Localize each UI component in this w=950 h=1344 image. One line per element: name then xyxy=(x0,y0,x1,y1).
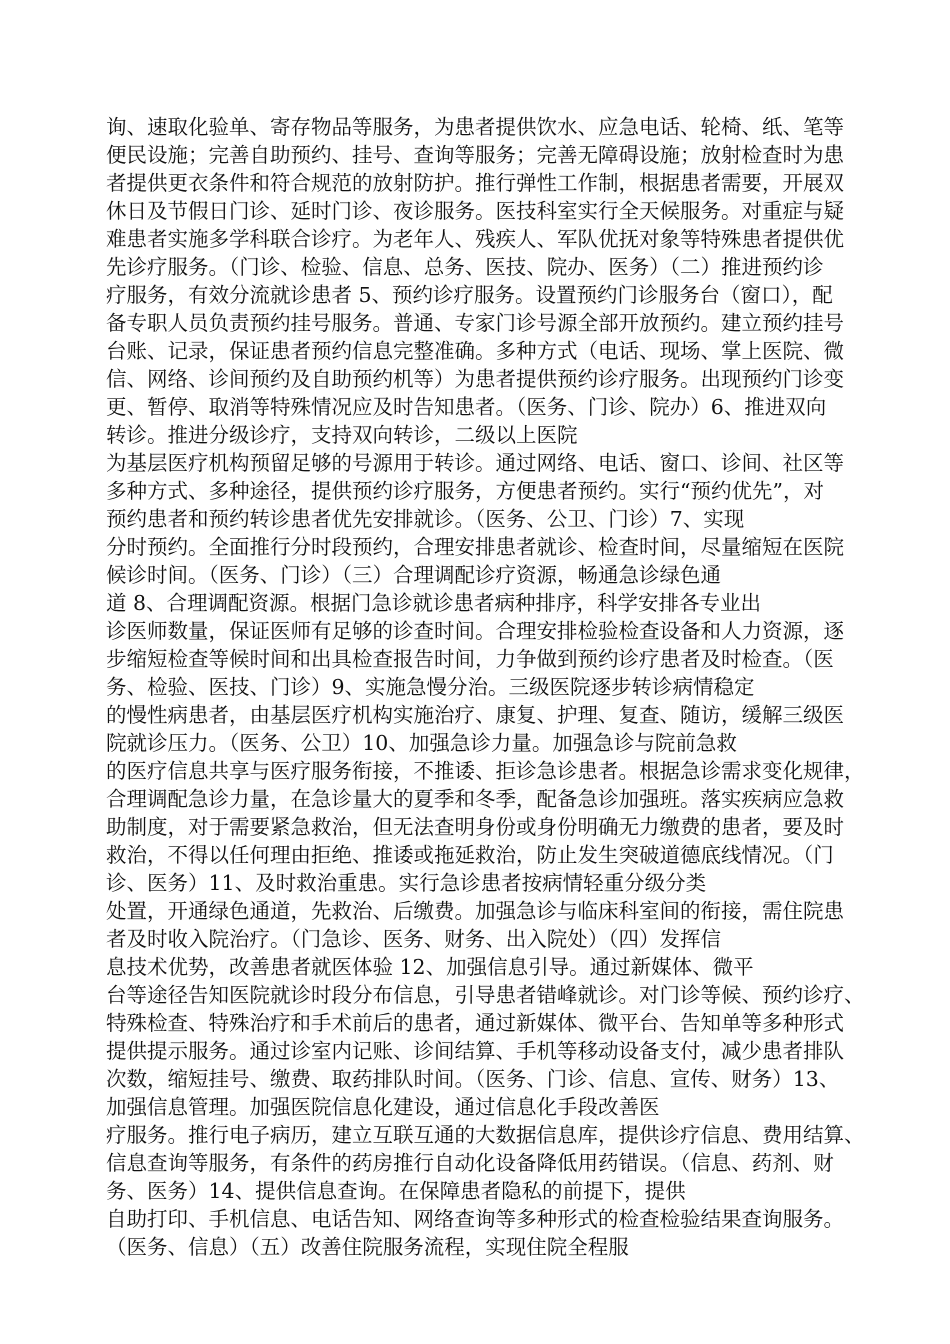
text-line: 的慢性病患者，由基层医疗机构实施治疗、康复、护理、复查、随访，缓解三级医 xyxy=(106,703,844,727)
text-line: 休日及节假日门诊、延时门诊、夜诊服务。医技科室实行全天候服务。对重症与疑 xyxy=(106,199,844,223)
text-line: 便民设施；完善自助预约、挂号、查询等服务；完善无障碍设施；放射检查时为患 xyxy=(106,143,844,167)
text-line: 多种方式、多种途径，提供预约诊疗服务，方便患者预约。实行“预约优先”，对 xyxy=(106,479,824,503)
text-line: 难患者实施多学科联合诊疗。为老年人、残疾人、军队优抚对象等特殊患者提供优 xyxy=(106,227,844,251)
body-text xyxy=(106,113,866,1261)
text-line: 合理调配急诊力量，在急诊量大的夏季和冬季，配备急诊加强班。落实疾病应急救 xyxy=(106,787,844,811)
text-line: 先诊疗服务。（门诊、检验、信息、总务、医技、院办、医务）（二）推进预约诊 xyxy=(106,255,824,279)
text-line: 诊医师数量，保证医师有足够的诊查时间。合理安排检验检查设备和人力资源，逐 xyxy=(106,619,844,643)
text-line: 次数，缩短挂号、缴费、取药排队时间。（医务、门诊、信息、宣传、财务）13、 xyxy=(106,1067,840,1091)
text-line: （医务、信息）（五）改善住院服务流程，实现住院全程服 xyxy=(106,1235,629,1259)
text-line: 疗服务。推行电子病历，建立互联互通的大数据信息库，提供诊疗信息、费用结算、 xyxy=(106,1123,865,1147)
text-line: 信、网络、诊间预约及自助预约机等）为患者提供预约诊疗服务。出现预约门诊变 xyxy=(106,367,844,391)
text-line: 台账、记录，保证患者预约信息完整准确。多种方式（电话、现场、掌上医院、微 xyxy=(106,339,844,363)
text-line: 分时预约。全面推行分时段预约，合理安排患者就诊、检查时间，尽量缩短在医院 xyxy=(106,535,844,559)
text-line: 务、医务）14、提供信息查询。在保障患者隐私的前提下，提供 xyxy=(106,1179,686,1203)
text-line: 道 8、合理调配资源。根据门急诊就诊患者病种排序，科学安排各专业出 xyxy=(106,591,762,615)
text-line: 信息查询等服务，有条件的药房推行自动化设备降低用药错误。（信息、药剂、财 xyxy=(106,1151,834,1175)
text-line: 加强信息管理。加强医院信息化建设，通过信息化手段改善医 xyxy=(106,1095,660,1119)
text-line: 的医疗信息共享与医疗服务衔接，不推诿、拒诊急诊患者。根据急诊需求变化规律， xyxy=(106,759,865,783)
text-line: 者及时收入院治疗。（门急诊、医务、财务、出入院处）（四）发挥信 xyxy=(106,927,721,951)
text-line: 转诊。推进分级诊疗，支持双向转诊，二级以上医院 xyxy=(106,423,578,447)
text-line: 为基层医疗机构预留足够的号源用于转诊。通过网络、电话、窗口、诊间、社区等 xyxy=(106,451,844,475)
text-line: 特殊检查、特殊治疗和手术前后的患者，通过新媒体、微平台、告知单等多种形式 xyxy=(106,1011,844,1035)
text-line: 务、检验、医技、门诊）9、实施急慢分治。三级医院逐步转诊病情稳定 xyxy=(106,675,755,699)
text-line: 疗服务，有效分流就诊患者 5、预约诊疗服务。设置预约门诊服务台（窗口），配 xyxy=(106,283,833,307)
text-line: 步缩短检查等候时间和出具检查报告时间，力争做到预约诊疗患者及时检查。（医 xyxy=(106,647,834,671)
text-line: 助制度，对于需要紧急救治，但无法查明身份或身份明确无力缴费的患者，要及时 xyxy=(106,815,844,839)
text-line: 诊、医务）11、及时救治重患。实行急诊患者按病情轻重分级分类 xyxy=(106,871,707,895)
text-line: 提供提示服务。通过诊室内记账、诊间结算、手机等移动设备支付，减少患者排队 xyxy=(106,1039,844,1063)
text-line: 院就诊压力。（医务、公卫）10、加强急诊力量。加强急诊与院前急救 xyxy=(106,731,737,755)
text-line: 息技术优势，改善患者就医体验 12、加强信息引导。通过新媒体、微平 xyxy=(106,955,754,979)
text-line: 台等途径告知医院就诊时段分布信息，引导患者错峰就诊。对门诊等候、预约诊疗、 xyxy=(106,983,865,1007)
text-line: 预约患者和预约转诊患者优先安排就诊。（医务、公卫、门诊）7、实现 xyxy=(106,507,745,531)
text-line: 救治，不得以任何理由拒绝、推诿或拖延救治，防止发生突破道德底线情况。（门 xyxy=(106,843,834,867)
text-line: 询、速取化验单、寄存物品等服务，为患者提供饮水、应急电话、轮椅、纸、笔等 xyxy=(106,115,844,139)
text-line: 候诊时间。（医务、门诊）（三）合理调配诊疗资源，畅通急诊绿色通 xyxy=(106,563,721,587)
text-line: 处置，开通绿色通道，先救治、后缴费。加强急诊与临床科室间的衔接，需住院患 xyxy=(106,899,844,923)
text-line: 备专职人员负责预约挂号服务。普通、专家门诊号源全部开放预约。建立预约挂号 xyxy=(106,311,844,335)
text-line: 更、暂停、取消等特殊情况应及时告知患者。（医务、门诊、院办）6、推进双向 xyxy=(106,395,827,419)
text-line: 自助打印、手机信息、电话告知、网络查询等多种形式的检查检验结果查询服务。 xyxy=(106,1207,844,1231)
text-line: 者提供更衣条件和符合规范的放射防护。推行弹性工作制，根据患者需要，开展双 xyxy=(106,171,844,195)
